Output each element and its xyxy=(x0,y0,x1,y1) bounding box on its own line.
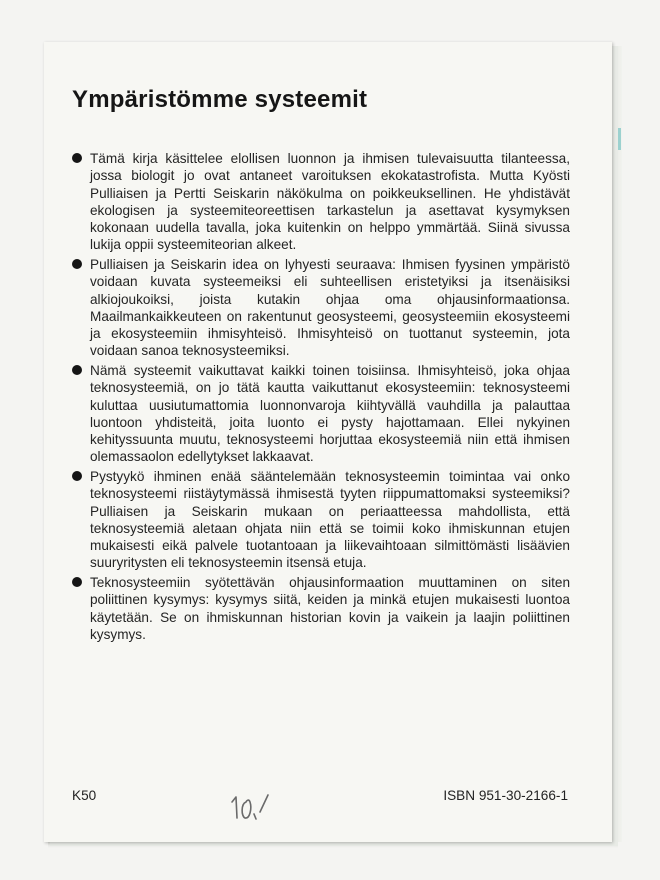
blurb-paragraph xyxy=(90,362,570,466)
book-spine-edge xyxy=(612,46,622,842)
book-title: Ympäristömme systeemit xyxy=(72,86,368,113)
blurb-paragraph xyxy=(90,574,570,643)
blurb-paragraph xyxy=(90,468,570,572)
blurb-paragraph xyxy=(90,256,570,360)
paragraph-text: Tämä kirja käsittelee elollisen luonnon ja ihmisen tulevaisuutta tilanteessa, jossa biologit jo ovat antaneet varoituksen ekokatastrofista. Mutta Kyösti Pulliaisen ja Pertti Seiskarin näkökulma on poikkeuksellinen. He yhdistävät ekologisen ja systeemiteoreettisen tarkastelun ja asettavat kysymyksen kokonaan uudella tavalla, joka kuitenkin on helppo ymmärtää. Siinä sivussa lukija oppii systeemiteorian alkeet. xyxy=(90,151,570,253)
blurb-paragraph xyxy=(90,150,570,254)
bullet-icon xyxy=(72,365,82,375)
bullet-icon xyxy=(72,259,82,269)
bullet-icon xyxy=(72,153,82,163)
paragraph-text: Nämä systeemit vaikuttavat kaikki toinen toisiinsa. Ihmisyhteisö, joka ohjaa teknosysteemiä, on jo tätä kautta vaikuttanut ekosysteemiin: teknosysteemi kuluttaa uusiutumattomia luonnonvaroja kiihtyvällä vauhdilla ja palauttaa luontoon yhdisteitä, joita luonto ei pysty hajottamaan. Ellei nykyinen kehityssuunta muutu, teknosysteemi horjuttaa ekosysteemiä niin että ihmisen olemassaolon edellytykset lakkaavat. xyxy=(90,363,570,465)
series-code: K50 xyxy=(72,788,97,803)
cover-edge-mark xyxy=(618,128,621,150)
handwritten-price xyxy=(226,788,272,824)
paragraph-text: Pystyykö ihminen enää sääntelemään teknosysteemin toimintaa vai onko teknosysteemi riistäytymässä ihmisestä tyyten riippumattomaksi systeemiksi? Pulliaisen ja Seiskarin mukaan on periaatteessa mahdollista, että teknosysteemiä aletaan ohjata niin että se toimii koko ihmiskunnan etujen mukaisesti eikä palvele tuotantoaan ja liikevaihtoaan silmittömästi lisäävien suuryritysten eli teknosysteemin itsensä etuja. xyxy=(90,469,570,571)
bullet-icon xyxy=(72,577,82,587)
book-shadow xyxy=(48,842,618,848)
isbn-label: ISBN 951-30-2166-1 xyxy=(443,788,568,803)
paragraph-text: Pulliaisen ja Seiskarin idea on lyhyesti seuraava: Ihmisen fyysinen ympäristö voidaan kuvata systeemeiksi eli suhteellisen eristetyiksi ja itsenäisiksi alkiojoukoiksi, joista kutakin ohjaa oma ohjausinformaationsa. Maailmankaikkeuteen on rakentunut geosysteemi, geosysteemiin ekosysteemi ja ekosysteemiin ihmisyhteisö. Ihmisyhteisö on tuottanut systeemin, jota voidaan sanoa teknosysteemiksi. xyxy=(90,257,570,359)
bullet-icon xyxy=(72,471,82,481)
paragraph-text: Teknosysteemiin syötettävän ohjausinformaation muuttaminen on siten poliittinen kysymys: kysymys siitä, keiden ja minkä etujen mukaisesti luontoa käytetään. Se on ihmiskunnan historian kovin ja vaikein ja laajin poliittinen kysymys. xyxy=(90,575,570,642)
